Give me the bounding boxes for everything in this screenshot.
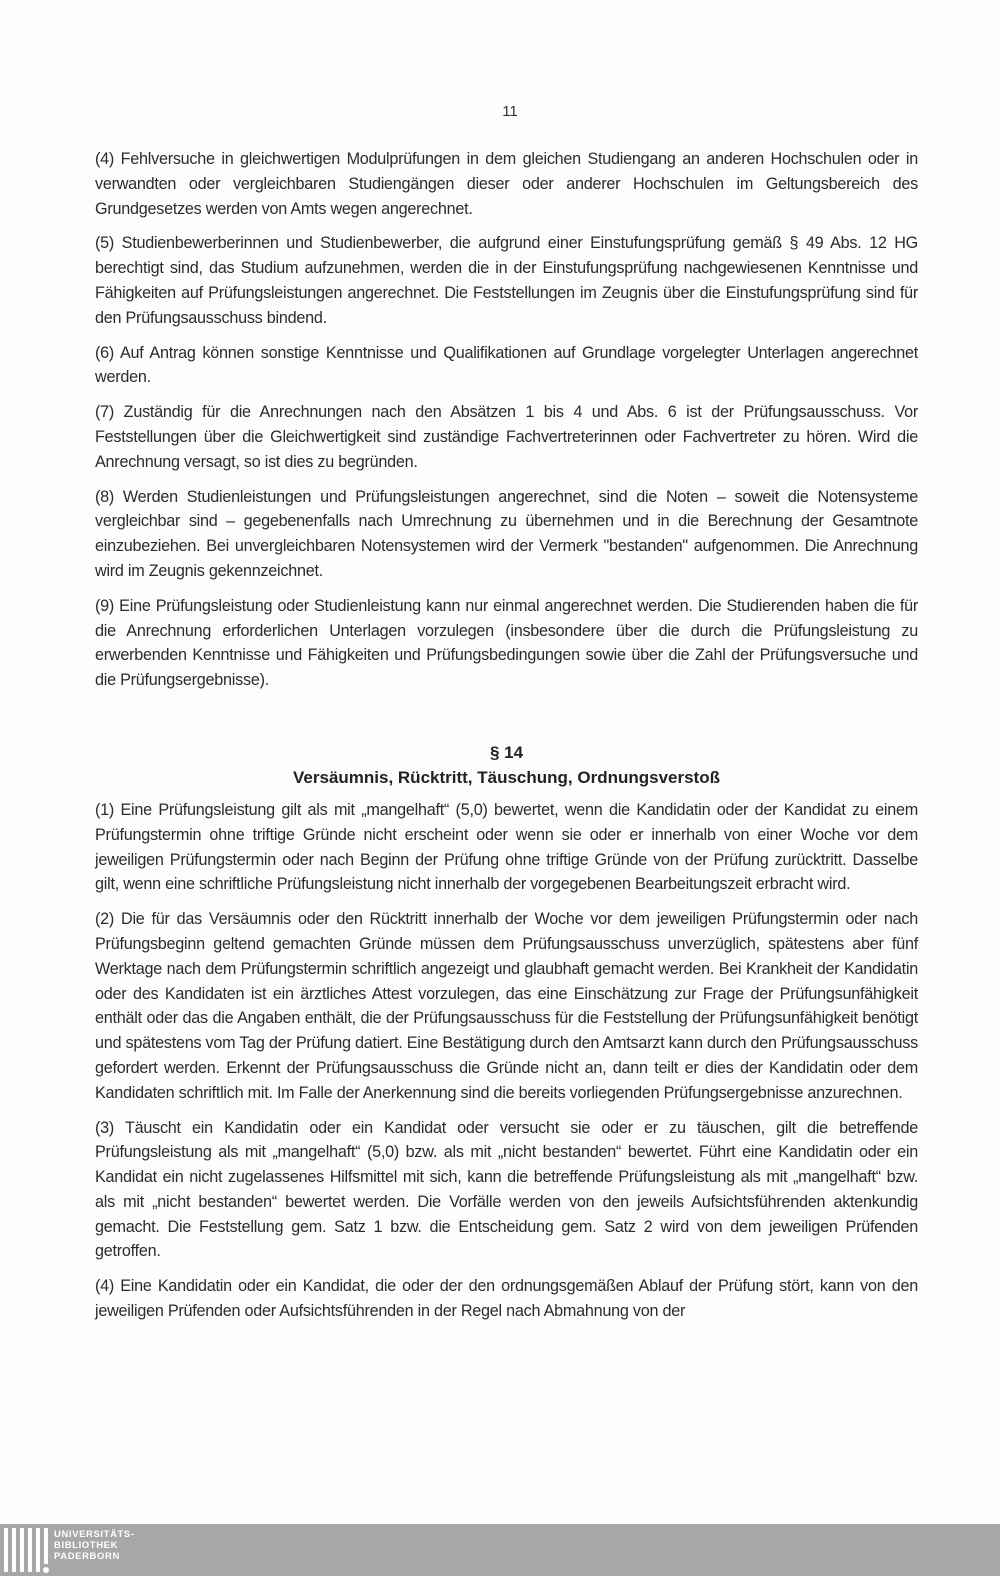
library-logo-text (54, 1528, 135, 1562)
paragraph-2-versaeumnis-gruende: (2) Die für das Versäumnis oder den Rücktritt innerhalb der Woche vor dem jeweiligen Prüfungstermin oder nach Prüfungsbeginn geltend gemachten Gründe müssen dem Prüfungsausschuss unverzüglich, spätestens aber fünf Werktage nach dem Prüfungstermin schriftlich angezeigt und glaubhaft gemacht werden. Bei Krankheit der Kandidatin oder des Kandidaten ist ein ärztliches Attest vorzulegen, das eine Einschätzung zur Frage der Prüfungsunfähigkeit enthält oder das die Angaben enthält, die der Prüfungsausschuss für die Feststellung der Prüfungsunfähigkeit benötigt und spätestens vom Tag der Prüfung datiert. Eine Bestätigung durch den Amtsarzt kann durch den Prüfungsausschuss gefordert werden. Erkennt der Prüfungsausschuss die Gründe nicht an, dann teilt er dies der Kandidatin oder dem Kandidaten schriftlich mit. Im Falle der Anerkennung sind die bereits vorliegenden Prüfungsergebnisse anzurechnen. (95, 910, 918, 1102)
paragraph-4-fehlversuche: (4) Fehlversuche in gleichwertigen Modulprüfungen in dem gleichen Studiengang an anderen Hochschulen oder in verwandten oder vergleichbaren Studiengängen dieser oder anderer Hochschulen im Geltungsbereich des Grundgesetzes werden von Amts wegen angerechnet. (95, 150, 918, 218)
paragraph-6-sonstige-kenntnisse: (6) Auf Antrag können sonstige Kenntnisse und Qualifikationen auf Grundlage vorgelegter Unterlagen angerechnet werden. (95, 343, 918, 387)
library-footer-bar (0, 1524, 1000, 1576)
page-content (95, 147, 918, 1334)
logo-line-1: UNIVERSITÄTS- (54, 1529, 135, 1540)
paragraph-1-mangelhaft: (1) Eine Prüfungsleistung gilt als mit „mangelhaft“ (5,0) bewertet, wenn die Kandidatin oder der Kandidat zu einem Prüfungstermin ohne triftige Gründe nicht erscheint oder wenn sie oder er innerhalb von einer Woche vor dem jeweiligen Prüfungstermin oder nach Beginn der Prüfung ohne triftige Gründe von der Prüfung zurücktritt. Dasselbe gilt, wenn eine schriftliche Prüfungsleistung nicht innerhalb der vorgegebenen Bearbeitungszeit erbracht wird. (95, 800, 918, 894)
paragraph-3-taeuschung: (3) Täuscht ein Kandidatin oder ein Kandidat oder versucht sie oder er zu täuschen, gilt die betreffende Prüfungsleistung als mit „mangelhaft“ (5,0) bzw. als mit „nicht bestanden“ bewertet. Führt eine Kandidatin oder ein Kandidat ein nicht zugelassenes Hilfsmittel mit sich, kann die betreffende Prüfungsleistung als mit „mangelhaft“ bzw. als mit „nicht bestanden“ bewertet werden. Die Vorfälle werden von den jeweils Aufsichtsführenden aktenkundig gemacht. Die Feststellung gem. Satz 1 bzw. die Entscheidung gem. Satz 2 wird von dem jeweiligen Prüfenden getroffen. (95, 1118, 918, 1261)
library-logo (4, 1528, 135, 1572)
logo-line-3: PADERBORN (54, 1551, 120, 1562)
library-logo-bars-icon (4, 1528, 48, 1572)
paragraph-8-noten: (8) Werden Studienleistungen und Prüfungsleistungen angerechnet, sind die Noten – soweit die Notensysteme vergleichbar sind – gegebenenfalls nach Umrechnung zu übernehmen und in die Berechnung der Gesamtnote einzubeziehen. Bei unvergleichbaren Notensystemen wird der Vermerk "bestanden" aufgenommen. Die Anrechnung wird im Zeugnis gekennzeichnet. (95, 487, 918, 580)
section-heading (95, 740, 918, 790)
paragraph-9-einmalige-anrechnung: (9) Eine Prüfungsleistung oder Studienleistung kann nur einmal angerechnet werden. Die Studierenden haben die für die Anrechnung erforderlichen Unterlagen vorzulegen (insbesondere über die durch die Prüfungsleistung zu erwerbenden Kenntnisse und Fähigkeiten und Prüfungsbedingungen sowie über die Zahl der Prüfungsversuche und die Prüfungsergebnisse). (95, 596, 918, 690)
paragraph-4-ordnungsverstoss: (4) Eine Kandidatin oder ein Kandidat, die oder der den ordnungsgemäßen Ablauf der Prüfung stört, kann von den jeweiligen Prüfenden oder Aufsichtsführenden in der Regel nach Abmahnung von der (95, 1277, 918, 1321)
logo-line-2: BIBLIOTHEK (54, 1540, 119, 1551)
page-number: 11 (502, 103, 518, 120)
paragraph-5-einstufungspruefung: (5) Studienbewerberinnen und Studienbewerber, die aufgrund einer Einstufungsprüfung gemäß § 49 Abs. 12 HG berechtigt sind, das Studium aufzunehmen, werden die in der Einstufungsprüfung nachgewiesenen Kenntnisse und Fähigkeiten auf Prüfungsleistungen angerechnet. Die Feststellungen im Zeugnis über die Einstufungsprüfung sind für den Prüfungsausschuss bindend. (95, 234, 918, 327)
section-title: Versäumnis, Rücktritt, Täuschung, Ordnungsverstoß (293, 767, 720, 787)
paragraph-7-zustaendigkeit: (7) Zuständig für die Anrechnungen nach den Absätzen 1 bis 4 und Abs. 6 ist der Prüfungsausschuss. Vor Feststellungen über die Gleichwertigkeit sind zuständige Fachvertreterinnen oder Fachvertreter zu hören. Wird die Anrechnung versagt, so ist dies zu begründen. (95, 403, 918, 471)
section-number: § 14 (489, 742, 524, 762)
